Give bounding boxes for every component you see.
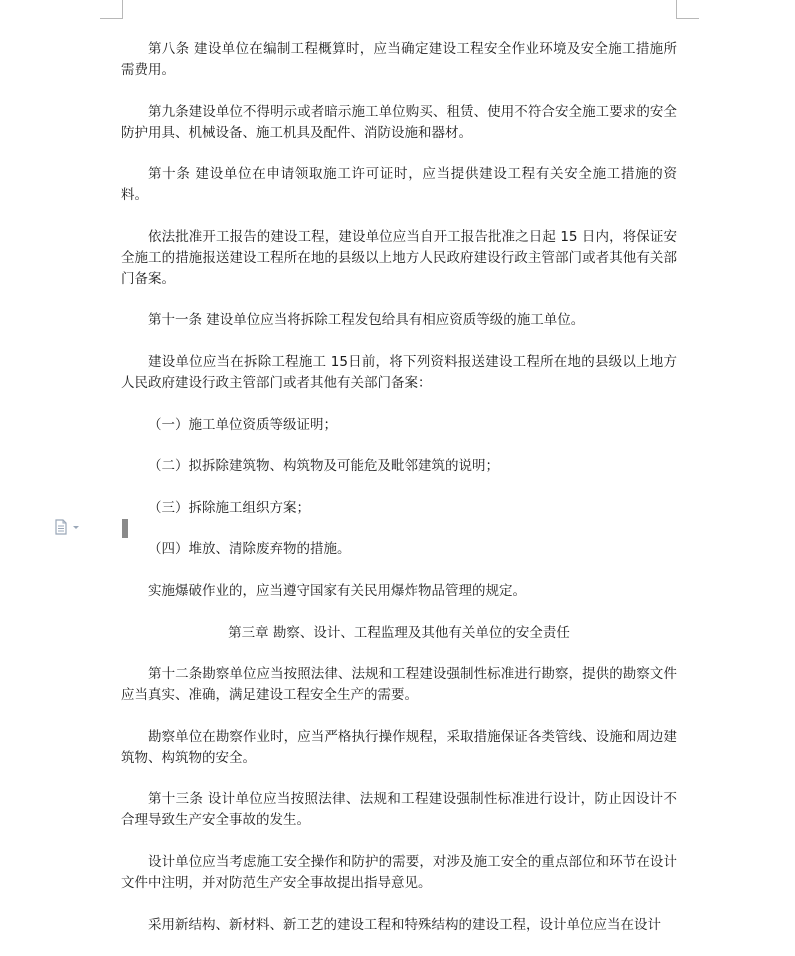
list-item-3: （三）拆除施工组织方案； [148,499,310,516]
paragraph-article-9: 第九条建设单位不得明示或者暗示施工单位购买、租赁、使用不符合安全施工要求的安全防护用具、机械设备、施工机具及配件、消防设施和器材。 [121,103,677,141]
paragraph-article-10-supplement: 依法批准开工报告的建设工程，建设单位应当自开工报告批准之日起 15 日内，将保证安全施工的措施报送建设工程所在地的县级以上地方人民政府建设行政主管部门或者其他有关部门备案。 [121,228,677,287]
paragraph-article-10: 第十条 建设单位在申请领取施工许可证时，应当提供建设工程有关安全施工措施的资料。 [121,166,677,204]
paragraph-article-13-supplement: 设计单位应当考虑施工安全操作和防护的需要，对涉及施工安全的重点部位和环节在设计文件中注明，并对防范生产安全事故提出指导意见。 [121,853,677,891]
paragraph-article-8: 第八条 建设单位在编制工程概算时，应当确定建设工程安全作业环境及安全施工措施所需费用。 [121,41,677,78]
page-margin-mark-top-right [676,0,699,19]
list-item-2: （二）拟拆除建筑物、构筑物及可能危及毗邻建筑的说明； [148,458,499,475]
paragraph-article-13-new-structures: 采用新结构、新材料、新工艺的建设工程和特殊结构的建设工程，设计单位应当在设计 [148,916,661,933]
paragraph-article-13: 第十三条 设计单位应当按照法律、法规和工程建设强制性标准进行设计，防止因设计不合理导致生产安全事故的发生。 [121,791,677,829]
page-margin-mark-top-left [100,0,123,19]
paragraph-article-12-supplement: 勘察单位在勘察作业时，应当严格执行操作规程，采取措施保证各类管线、设施和周边建筑物、构筑物的安全。 [121,728,677,766]
chapter-3-heading: 第三章 勘察、设计、工程监理及其他有关单位的安全责任 [228,624,570,641]
list-item-4: （四）堆放、清除废弃物的措施。 [148,541,351,558]
paragraph-article-11: 第十一条 建设单位应当将拆除工程发包给具有相应资质等级的施工单位。 [148,312,585,329]
document-icon[interactable] [54,519,82,535]
document-body[interactable] [121,39,677,956]
paragraph-article-12: 第十二条勘察单位应当按照法律、法规和工程建设强制性标准进行勘察，提供的勘察文件应当真实、准确，满足建设工程安全生产的需要。 [121,666,677,704]
paragraph-blasting: 实施爆破作业的，应当遵守国家有关民用爆炸物品管理的规定。 [148,582,526,599]
paragraph-article-11-supplement: 建设单位应当在拆除工程施工 15日前，将下列资料报送建设工程所在地的县级以上地方人民政府建设行政主管部门或者其他有关部门备案： [121,353,677,391]
list-item-1: （一）施工单位资质等级证明； [148,416,337,433]
